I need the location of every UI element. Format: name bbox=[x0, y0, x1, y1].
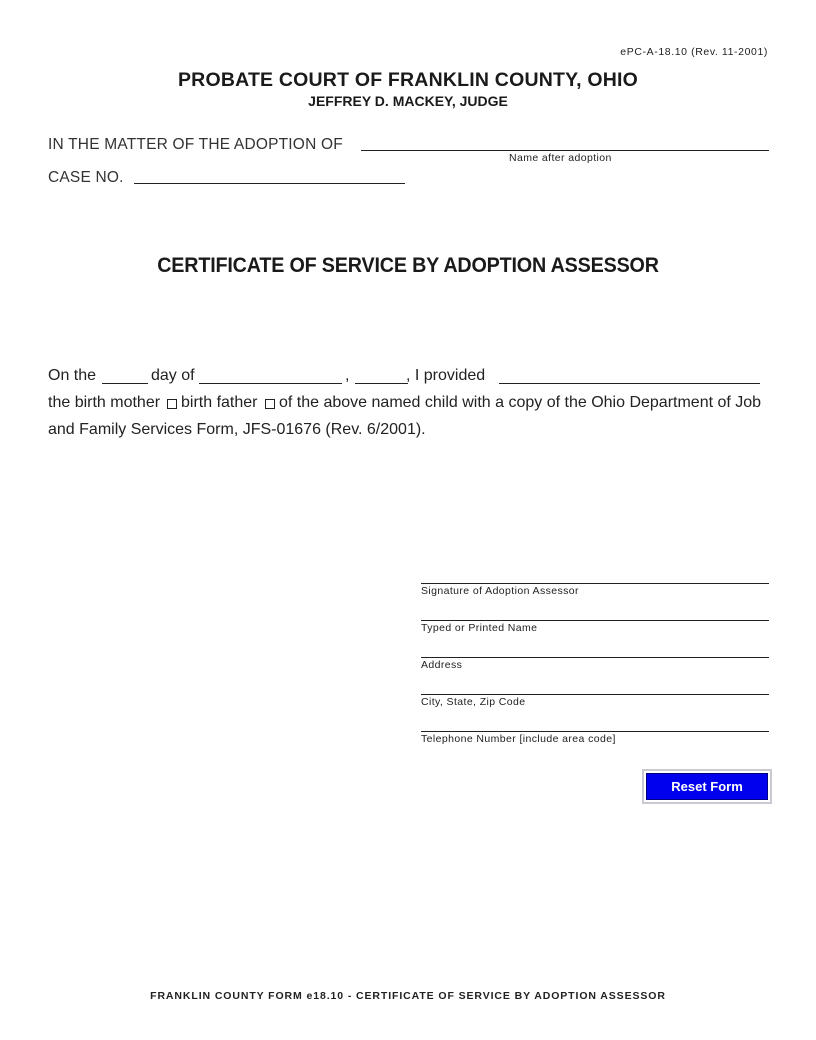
body-line-2: of the above named child with a copy of the Ohio Department of Job bbox=[279, 394, 762, 411]
judge-name: JEFFREY D. MACKEY, JUDGE bbox=[308, 93, 508, 109]
printed-name-caption: Typed or Printed Name bbox=[421, 622, 538, 634]
reset-form-label: Reset Form bbox=[646, 773, 768, 800]
city-state-zip-field[interactable] bbox=[421, 694, 769, 695]
address-caption: Address bbox=[421, 659, 463, 671]
case-number-label: CASE NO. bbox=[48, 169, 124, 186]
i-provided-text: , I provided bbox=[406, 367, 486, 384]
court-name: PROBATE COURT OF FRANKLIN COUNTY, OHIO bbox=[177, 69, 639, 91]
day-of-text: day of bbox=[151, 367, 195, 384]
footer-text: FRANKLIN COUNTY FORM e18.10 - CERTIFICATE OF SERVICE BY ADOPTION ASSESSOR bbox=[150, 990, 666, 1002]
birth-father-label: birth father bbox=[181, 394, 258, 411]
address-field[interactable] bbox=[421, 657, 769, 658]
printed-name-field[interactable] bbox=[421, 620, 769, 621]
year-field[interactable] bbox=[355, 383, 408, 384]
signature-caption: Signature of Adoption Assessor bbox=[421, 585, 579, 597]
signature-field[interactable] bbox=[421, 583, 769, 584]
on-the-text: On the bbox=[48, 367, 97, 384]
birth-mother-label: the birth mother bbox=[48, 394, 161, 411]
city-state-zip-caption: City, State, Zip Code bbox=[421, 696, 526, 708]
comma-text: , bbox=[345, 367, 350, 384]
recipient-field[interactable] bbox=[499, 383, 760, 384]
case-number-field[interactable] bbox=[134, 183, 405, 184]
telephone-field[interactable] bbox=[421, 731, 769, 732]
birth-father-checkbox[interactable] bbox=[265, 399, 275, 409]
day-field[interactable] bbox=[102, 383, 148, 384]
name-after-adoption-caption: Name after adoption bbox=[509, 152, 612, 164]
body-line-3: and Family Services Form, JFS-01676 (Rev. 6/2001). bbox=[48, 421, 426, 438]
document-title: CERTIFICATE OF SERVICE BY ADOPTION ASSESSOR bbox=[157, 254, 659, 277]
month-field[interactable] bbox=[199, 383, 342, 384]
telephone-caption: Telephone Number [include area code] bbox=[421, 733, 616, 745]
reset-form-button[interactable] bbox=[642, 769, 772, 804]
adoption-matter-label: IN THE MATTER OF THE ADOPTION OF bbox=[48, 136, 343, 153]
birth-mother-checkbox[interactable] bbox=[167, 399, 177, 409]
adoption-name-field[interactable] bbox=[361, 150, 769, 151]
form-id: ePC-A-18.10 (Rev. 11-2001) bbox=[620, 46, 768, 58]
